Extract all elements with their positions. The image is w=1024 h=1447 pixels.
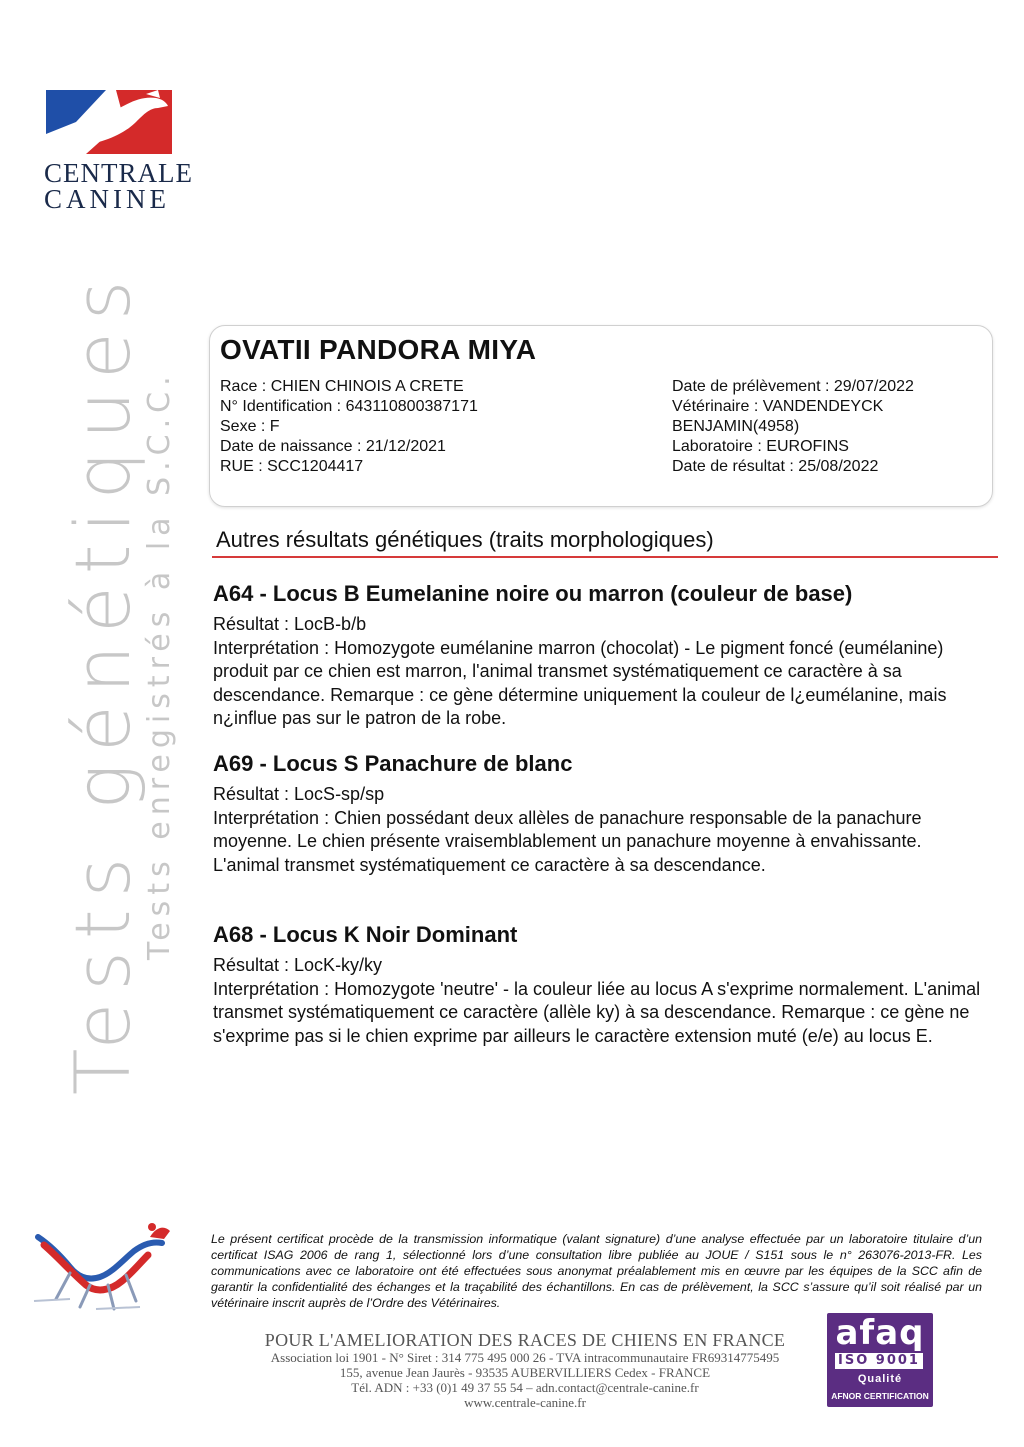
running-dog-mascot-icon xyxy=(30,1215,175,1315)
org-contact-line: Tél. ADN : +33 (0)1 49 37 55 54 – adn.contact@centrale-canine.fr xyxy=(351,1380,699,1395)
org-website-link[interactable]: www.centrale-canine.fr xyxy=(464,1395,586,1410)
result-value: Résultat : LocB-b/b xyxy=(213,614,367,634)
veterinarian-field-cont: BENJAMIN(4958) xyxy=(672,418,800,435)
laboratory-field: Laboratoire : EUROFINS xyxy=(672,438,849,455)
dog-name: OVATII PANDORA MIYA xyxy=(220,334,537,365)
legal-disclaimer: Le présent certificat procède de la transmission informatique (valant signature) d’une analyse effectuée par un laboratoire titulaire d’un certificat ISAG 2006 de rang 1, sélectionné lors d’une consultation libre publiée au JOUE / S151 sous le n° 263076-2013-FR. Les communications avec ce laboratoire ont été effectuées sous anonymat préalablement mis en œuvre par les équipes de la SCC afin de garantir la confidentialité des échanges et la traçabilité des échantillons. En cas de prélèvement, la SCC s’assure qu’il soit réalisé par un vétérinaire inscrit auprès de l’Ordre des Vétérinaires. xyxy=(211,1232,982,1310)
result-block-a69 xyxy=(213,751,988,877)
result-value: Résultat : LocS-sp/sp xyxy=(213,784,385,804)
watermark-subtitle: Tests enregistrés à la S.C.C. xyxy=(142,370,177,960)
rue-field: RUE : SCC1204417 xyxy=(220,458,364,475)
afaq-iso-badge xyxy=(827,1313,933,1407)
sample-date-field: Date de prélèvement : 29/07/2022 xyxy=(672,378,914,395)
dog-info-left xyxy=(220,377,650,477)
org-address-line: 155, avenue Jean Jaurès - 93535 AUBERVILLIERS Cedex - FRANCE xyxy=(339,1365,711,1380)
result-title: A69 - Locus S Panachure de blanc xyxy=(213,751,573,776)
veterinarian-field: Vétérinaire : VANDENDEYCK xyxy=(672,398,884,415)
result-date-field: Date de résultat : 25/08/2022 xyxy=(672,458,879,475)
logo-wordmark xyxy=(44,158,193,214)
identification-field: N° Identification : 643110800387171 xyxy=(220,398,478,415)
afaq-iso-label: ISO 9001 xyxy=(835,1353,923,1369)
logo-line-2: CANINE xyxy=(44,184,170,214)
result-value: Résultat : LocK-ky/ky xyxy=(213,955,383,975)
result-title: A68 - Locus K Noir Dominant xyxy=(213,922,518,947)
birth-date-field: Date de naissance : 21/12/2021 xyxy=(220,438,446,455)
sex-field: Sexe : F xyxy=(220,418,280,435)
org-title: POUR L'AMELIORATION DES RACES DE CHIENS EN FRANCE xyxy=(264,1330,786,1350)
logo-line-1: CENTRALE xyxy=(44,158,193,188)
afaq-cert-label: AFNOR CERTIFICATION xyxy=(831,1391,929,1401)
section-title: Autres résultats génétiques (traits morphologiques) xyxy=(216,527,714,552)
centrale-canine-logo xyxy=(44,90,193,220)
dog-flag-logo-icon xyxy=(46,90,172,154)
result-block-a64 xyxy=(213,581,988,731)
watermark-main-title: Tests génétiques xyxy=(58,268,147,1095)
afaq-word: afaq xyxy=(835,1313,925,1353)
result-block-a68 xyxy=(213,922,988,1048)
result-interpretation: Interprétation : Homozygote 'neutre' - la couleur liée au locus A s'exprime normalement. L'animal transmet systématiquement ce caractère (allèle ky) à sa descendance. Remarque : ce gène ne s'exprime pas si le chien exprime par ailleurs le caractère extension muté (e/e) au locus E. xyxy=(213,978,981,1046)
result-interpretation: Interprétation : Homozygote eumélanine marron (chocolat) - Le pigment foncé (eumélanine) produit par ce chien est marron, l'animal transmet systématiquement ce caractère à sa descendance. Remarque : ce gène détermine uniquement la couleur de l¿eumélanine, mais n¿influe pas sur le patron de la robe. xyxy=(213,637,947,729)
organisation-address xyxy=(230,1330,820,1410)
org-legal-line: Association loi 1901 - N° Siret : 314 775 495 000 26 - TVA intracommunautaire FR69314775495 xyxy=(270,1350,780,1365)
afaq-quality-label: Qualité xyxy=(857,1373,903,1385)
breed-field: Race : CHIEN CHINOIS A CRETE xyxy=(220,378,464,395)
result-interpretation: Interprétation : Chien possédant deux allèles de panachure responsable de la panachure moyenne. Le chien présente vraisemblablement un panachure moyenne à envahissante. L'animal transmet systématiquement ce caractère à sa descendance. xyxy=(213,807,922,875)
result-title: A64 - Locus B Eumelanine noire ou marron (couleur de base) xyxy=(213,581,853,606)
sample-info-right xyxy=(672,377,972,477)
section-divider xyxy=(212,556,998,558)
